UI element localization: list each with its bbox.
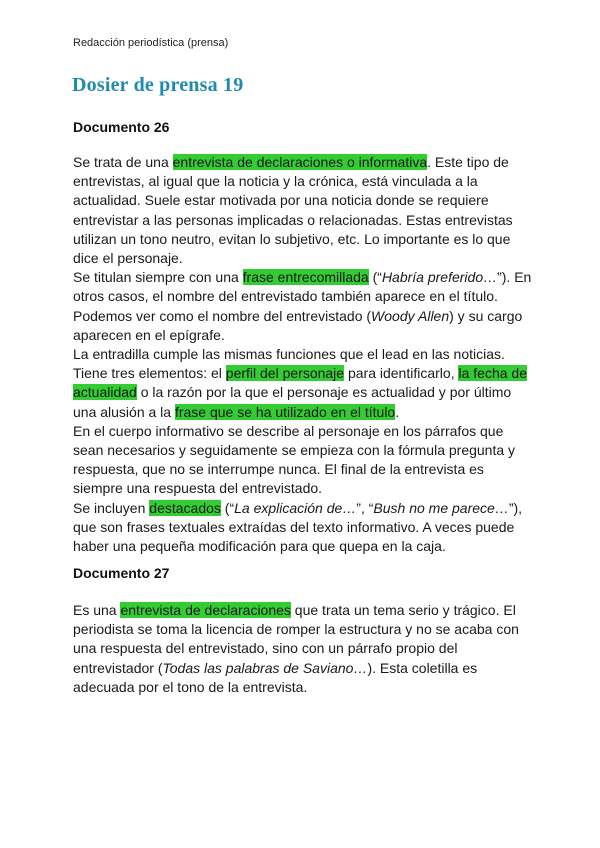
highlight: la fecha de actualidad: [73, 365, 527, 401]
page-title: Dosier de prensa 19: [72, 74, 244, 96]
highlight: entrevista de declaraciones o informativa: [172, 154, 428, 170]
paragraph: En el cuerpo informativo se describe al personaje en los párrafos que sean necesarios y seguidamente se empieza con la fórmula pregunta y respuesta, que no se interrumpe nunca. El final de la entrevista es siempre una respuesta del entrevistado.: [73, 422, 516, 497]
paragraph: Se trata de una entrevista de declaraciones o informativa. Este tipo de entrevistas, al igual que la noticia y la crónica, está vinculada a la actualidad. Suele estar motivada por una noticia donde se requiere entrevistar a las personas implicadas o relacionadas. Estas entrevistas utilizan un tono neutro, evitan lo subjetivo, etc. Lo importante es lo que dice el personaje.: [73, 154, 513, 267]
paragraph: Se incluyen destacados (“La explicación de…”, “Bush no me parece…”), que son frases textuales extraídas del texto informativo. A veces puede haber una pequeña modificación para que quepa en la caja.: [73, 499, 523, 555]
paragraph: La entradilla cumple las mismas funciones que el lead en las noticias. Tiene tres elementos: el perfil del personaje para identificarlo, la fecha de actualidad o la razón por la que el personaje es actualidad y por último una alusión a la frase que se ha utilizado en el título.: [73, 346, 527, 420]
document-27-heading: Documento 27: [73, 565, 170, 581]
highlight: entrevista de declaraciones: [120, 602, 291, 618]
highlight: frase que se ha utilizado en el título: [174, 403, 396, 420]
document-26-body: [73, 153, 533, 556]
page-header: Redacción periodística (prensa): [73, 37, 229, 49]
highlight: perfil del personaje: [225, 365, 345, 382]
document-26-heading: Documento 26: [73, 119, 170, 135]
document-27-body: [73, 601, 533, 697]
highlight: frase entrecomillada: [242, 269, 369, 286]
paragraph: Se titulan siempre con una frase entrecomillada (“Habría preferido…”). En otros casos, el nombre del entrevistado también aparece en el título. Podemos ver como el nombre del entrevistado (Woody Allen) y su cargo aparecen en el epígrafe.: [73, 269, 532, 343]
paragraph: Es una entrevista de declaraciones que trata un tema serio y trágico. El periodista se toma la licencia de romper la estructura y no se acaba con una respuesta del entrevistado, sino con un párrafo propio del entrevistador (Todas las palabras de Saviano…). Esta coletilla es adecuada por el tono de la entrevista.: [73, 602, 519, 695]
highlight: destacados: [149, 499, 221, 516]
